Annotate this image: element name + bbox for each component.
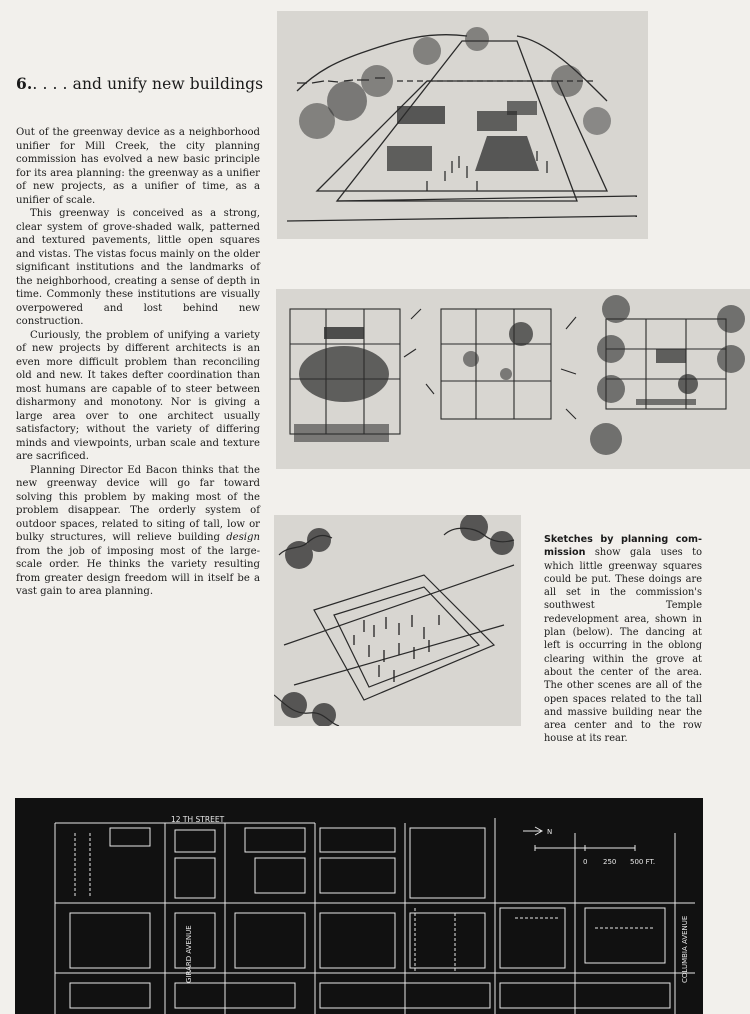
scale-label-0: 0 — [583, 858, 588, 866]
section-number: 6. — [16, 74, 33, 93]
sketch-plan-squares — [276, 289, 750, 469]
map-label-columbia-avenue: COLUMBIA AVENUE — [681, 915, 689, 983]
figure-caption — [544, 533, 702, 746]
north-arrow-label: N — [547, 828, 553, 836]
map-label-12th-street: 12 TH STREET — [171, 815, 225, 824]
emphasis-design: design — [226, 532, 260, 543]
body-paragraph: Out of the greenway device as a neighborhood unifier for Mill Creek, the city planning commission has evolved a new basic principle for its area planning: the greenway as a unifier of new projects, as a unifier of time, as a unifier of scale. — [16, 127, 260, 206]
site-plan-map — [15, 798, 703, 1014]
body-paragraph: This greenway is conceived as a strong, clear system of grove-shaded walk, patterned and textured pavements, little open squares and vistas. The vistas focus mainly on the older significant institutions and the landmarks of the neighborhood, creating a sense of depth in time. Commonly these institutions are visually overpowered and lost behind new construction. — [16, 208, 260, 327]
section-title: . . . . and unify new buildings — [32, 75, 264, 93]
body-paragraph-last: Planning Director Ed Bacon thinks that the new greenway device will go far toward solving this problem by making most of the problem disappear. The orderly system of outdoor spaces, related to siting of tall, low or bulky structures, will relieve building design from the job of imposing most of the large-scale order. He thinks the variety resulting from greater design freedom will in itself be a vast gain to area planning. — [16, 464, 260, 597]
caption-text: show gala uses to which little greenway squares could be put. These doings are all set in the commission's southwest Temple redevelopment area, shown in plan (below). The dancing at left is occurring in the oblong clearing within the grove at about the center of the area. The other scenes are all of the open spaces related to the tall and massive building near the area center and to the row house at its rear. — [544, 547, 702, 745]
scale-label-500: 500 FT. — [630, 858, 656, 866]
sketch-dancing-grove — [274, 515, 521, 726]
body-paragraph: Curiously, the problem of unifying a variety of new projects by different architects is an even more difficult problem than reconciling old and new. It takes defter coordination than most humans are capable of to steer between disharmony and monotony. Nor is giving a large area over to one architect usually satisfactory; without the variety of differing minds and viewpoints, urban scale and texture are sacrificed. — [16, 329, 260, 462]
scale-label-250: 250 — [603, 858, 617, 866]
article-body — [16, 126, 260, 599]
map-label-girard-avenue: GIRARD AVENUE — [185, 925, 193, 983]
caption-lead: Sketches by planning commission — [544, 534, 702, 559]
sketch-market-square — [277, 11, 648, 239]
section-heading — [16, 74, 263, 93]
